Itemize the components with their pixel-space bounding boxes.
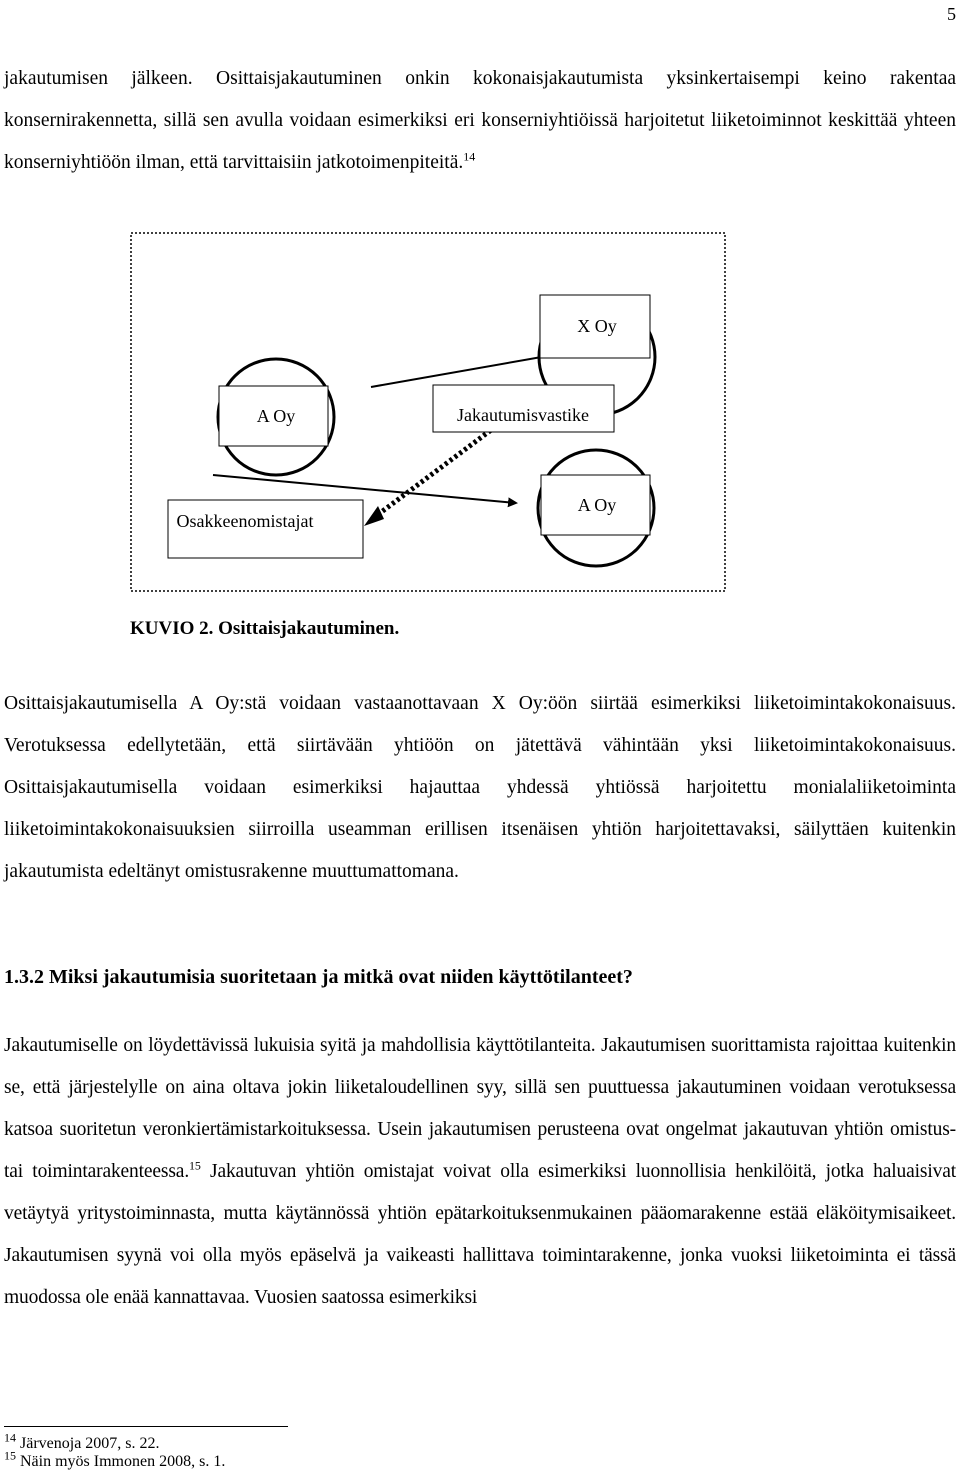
paragraph-text: jakautumisen jälkeen. Osittaisjakautuminen onkin kokonaisjakautumista yksinkertaisempi keino rakentaa konsernirakennetta, sillä sen avulla voidaan esimerkiksi eri konserniyhtiöissä harjoitetut liiketoiminnot keskittää yhteen konserniyhtiöön ilman, että tarvittaisiin jatkotoimenpiteitä. [4, 68, 956, 173]
footnote-ref[interactable]: 14 [463, 149, 476, 164]
body-paragraph [4, 1025, 956, 1319]
footnote-divider [4, 1426, 288, 1427]
paragraph-text: Jakautumiselle on löydettävissä lukuisia syitä ja mahdollisia käyttötilanteita. Jakautumisen suorittamista rajoittaa kuitenkin se, että järjestelylle on aina oltava jokin liiketaloudellinen syy, sillä sen puuttuessa jakautuminen voidaan verotuksessa katsoa suoritetun veronkiertämistarkoituksessa. Usein jakautumisen perusteena ovat ongelmat jakautuvan yhtiön omistus- tai toimintarakenteessa. [4, 1035, 956, 1182]
figure-caption: KUVIO 2. Osittaisjakautuminen. [130, 618, 400, 639]
footnote-text: Näin myös Immonen 2008, s. 1. [20, 1453, 226, 1470]
footnote-mark: 14 [4, 1430, 16, 1445]
footnote-ref[interactable]: 15 [189, 1158, 201, 1173]
footnote-text: Järvenoja 2007, s. 22. [20, 1435, 160, 1452]
paragraph-text: Jakautuvan yhtiön omistajat voivat olla esimerkiksi luonnollisia henkilöitä, jotka haluaisivat vetäytyä yritystoiminnasta, mutta käytännössä yhtiön epätarkoituksenmukainen pääomarakenne estää eläköitymisaikeet. Jakautumisen syynä voi olla myös epäselvä ja vaikeasti hallittava toimintarakenne, jonka vuoksi liiketoiminta ei tässä muodossa ole enää kannattavaa. Vuosien saatossa esimerkiksi [4, 1161, 956, 1308]
distribution-arrowhead [364, 506, 384, 526]
x-oy-label: X Oy [577, 316, 617, 336]
a-oy-right-label: A Oy [577, 495, 617, 515]
footnote-mark: 15 [4, 1448, 16, 1463]
a-oy-left-label: A Oy [256, 406, 296, 426]
shareholders-label: Osakkeenomistajat [176, 511, 314, 531]
body-paragraph [4, 58, 956, 184]
footnote [4, 1430, 160, 1454]
distribution-label: Jakautumisvastike [457, 405, 589, 425]
arrow-a-oy-to-x-oy [371, 355, 553, 387]
arrow-a-oy-to-a-oy [213, 475, 516, 503]
body-paragraph: Osittaisjakautumisella A Oy:stä voidaan vastaanottavaan X Oy:öön siirtää esimerkiksi liiketoimintakokonaisuus. Verotuksessa edellytetään, että siirtävään yhtiöön on jätettävä vähintään yksi liiketoimintakokonaisuus. Osittaisjakautumisella voidaan esimerkiksi hajauttaa yhdessä yhtiössä harjoitettu monialaliiketoiminta liiketoimintakokonaisuuksien siirroilla useamman erillisen itsenäisen yhtiön harjoitettavaksi, säilyttäen kuitenkin jakautumista edeltänyt omistusrakenne muuttumattomana. [4, 693, 956, 882]
section-heading: 1.3.2 Miksi jakautumisia suoritetaan ja mitkä ovat niiden käyttötilanteet? [4, 966, 633, 988]
footnote [4, 1448, 226, 1472]
page-number: 5 [947, 4, 956, 24]
partial-demerger-diagram [128, 230, 728, 600]
